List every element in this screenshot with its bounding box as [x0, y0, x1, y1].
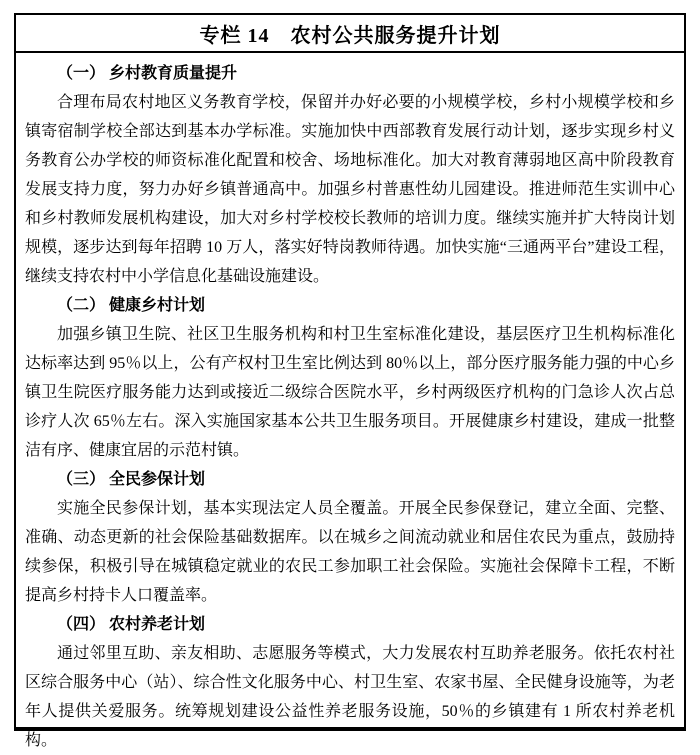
- section-insurance-heading: （三） 全民参保计划: [57, 471, 206, 488]
- section-health-heading: （二） 健康乡村计划: [57, 297, 206, 314]
- panel-title-bar: [16, 15, 684, 53]
- section-insurance-text: 实施全民参保计划，基本实现法定人员全覆盖。开展全民参保登记，建立全面、完整、准确、动态更新的社会保险基础数据库。以在城乡之间流动就业和居住农民为重点，鼓励持续参保，积极引导在城镇稳定就业的农民工参加职工社会保险。实施社会保障卡工程，不断提高乡村持卡人口覆盖率。: [25, 500, 675, 604]
- panel-title: 专栏 14 农村公共服务提升计划: [199, 24, 501, 47]
- section-education-text: 合理布局农村地区义务教育学校，保留并办好必要的小规模学校，乡村小规模学校和乡镇寄宿制学校全部达到基本办学标准。实施加快中西部教育发展行动计划，逐步实现乡村义务教育公办学校的师资标准化配置和校舍、场地标准化。加大对教育薄弱地区高中阶段教育发展支持力度，努力办好乡镇普通高中。加强乡村普惠性幼儿园建设。推进师范生实训中心和乡村教师发展机构建设，加大对乡村学校校长教师的培训力度。继续实施并扩大特岗计划规模，逐步达到每年招聘 10 万人，落实好特岗教师待遇。加快实施“三通两平台”建设工程，继续支持农村中小学信息化基础设施建设。: [25, 94, 675, 285]
- section-eldercare-text: 通过邻里互助、亲友相助、志愿服务等模式，大力发展农村互助养老服务。依托农村社区综合服务中心（站）、综合性文化服务中心、村卫生室、农家书屋、全民健身设施等，为老年人提供关爱服务。统筹规划建设公益性养老服务设施，50％的乡镇建有 1 所农村养老机构。: [25, 645, 675, 749]
- section-eldercare-heading: （四） 农村养老计划: [57, 616, 206, 633]
- section-health-text: 加强乡镇卫生院、社区卫生服务机构和村卫生室标准化建设，基层医疗卫生机构标准化达标率达到 95％以上，公有产权村卫生室比例达到 80％以上，部分医疗服务能力强的中心乡镇卫生院医疗服务能力达到或接近二级综合医院水平，乡村两级医疗机构的门急诊人次占总诊疗人次 65％左右。深入实施国家基本公共卫生服务项目。开展健康乡村建设，建成一批整洁有序、健康宜居的示范村镇。: [25, 326, 675, 459]
- section-education-heading: （一） 乡村教育质量提升: [57, 65, 238, 82]
- column-panel: [14, 13, 686, 749]
- panel-body: [16, 53, 684, 755]
